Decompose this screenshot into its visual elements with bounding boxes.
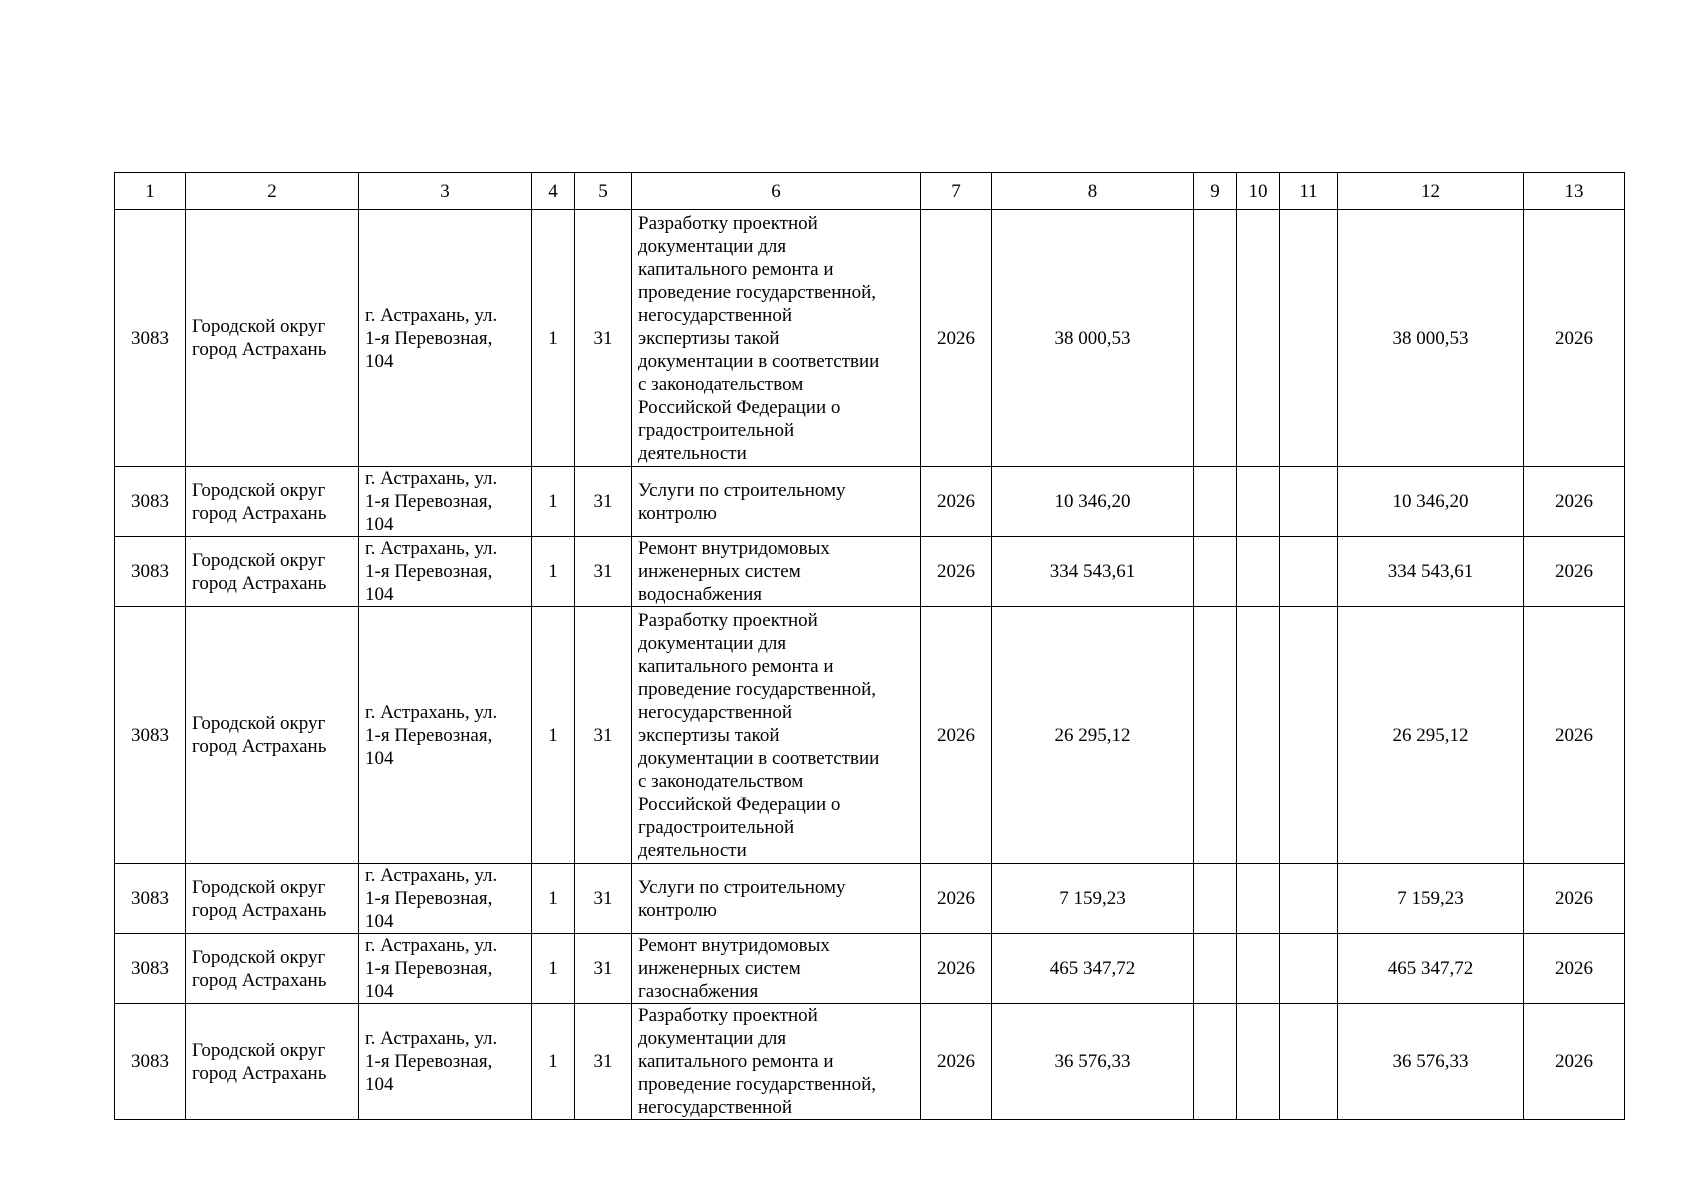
work-description-line: документации для xyxy=(638,1028,787,1049)
municipality-line: Городской округ xyxy=(192,713,326,734)
work-description-line: Ремонт внутридомовых xyxy=(638,538,830,559)
year-cell: 2026 xyxy=(921,210,992,467)
object-id-cell: 3083 xyxy=(115,210,186,467)
municipality-cell xyxy=(186,864,359,934)
object-id-cell: 3083 xyxy=(115,607,186,864)
table-row xyxy=(115,934,1625,1004)
work-description-line: негосударственной xyxy=(638,304,793,326)
work-description-line: Российской Федерации о xyxy=(638,396,841,418)
object-id-cell: 3083 xyxy=(115,537,186,607)
cost-total-cell: 38 000,53 xyxy=(992,210,1194,467)
object-id-cell: 3083 xyxy=(115,934,186,1004)
work-description-line: Российской Федерации о xyxy=(638,793,841,815)
col-10-value-cell xyxy=(1237,934,1280,1004)
address-line: 1-я Перевозная, xyxy=(365,724,493,746)
cost-fund-cell: 26 295,12 xyxy=(1338,607,1524,864)
year-cell: 2026 xyxy=(921,607,992,864)
col-5-value-cell: 31 xyxy=(575,607,632,864)
work-description-line: проведение государственной, xyxy=(638,281,876,303)
municipality-cell xyxy=(186,607,359,864)
address-cell xyxy=(359,1004,532,1120)
col-9-value-cell xyxy=(1194,864,1237,934)
municipality-cell xyxy=(186,210,359,467)
address-line: г. Астрахань, ул. xyxy=(365,865,498,886)
col-11-value-cell xyxy=(1280,934,1338,1004)
municipality-cell xyxy=(186,467,359,537)
address-line: 104 xyxy=(365,514,394,535)
completion-year-cell: 2026 xyxy=(1524,934,1625,1004)
cost-total-cell: 36 576,33 xyxy=(992,1004,1194,1120)
completion-year-cell: 2026 xyxy=(1524,864,1625,934)
table-row xyxy=(115,537,1625,607)
object-id-cell: 3083 xyxy=(115,864,186,934)
address-line: 1-я Перевозная, xyxy=(365,888,493,909)
header-cell: 10 xyxy=(1237,173,1280,210)
col-5-value-cell: 31 xyxy=(575,210,632,467)
cost-fund-cell: 36 576,33 xyxy=(1338,1004,1524,1120)
year-cell: 2026 xyxy=(921,1004,992,1120)
header-cell: 13 xyxy=(1524,173,1625,210)
work-description-line: негосударственной xyxy=(638,1097,793,1118)
completion-year-cell: 2026 xyxy=(1524,537,1625,607)
year-cell: 2026 xyxy=(921,864,992,934)
col-5-value-cell: 31 xyxy=(575,864,632,934)
address-line: 104 xyxy=(365,350,394,372)
col-5-value-cell: 31 xyxy=(575,1004,632,1120)
address-line: 104 xyxy=(365,981,394,1002)
header-row xyxy=(115,173,1625,210)
col-9-value-cell xyxy=(1194,607,1237,864)
municipality-line: город Астрахань xyxy=(192,339,327,360)
work-description-line: Разработку проектной xyxy=(638,609,818,631)
col-4-value-cell: 1 xyxy=(532,607,575,864)
cost-fund-cell: 334 543,61 xyxy=(1338,537,1524,607)
work-description-line: капитального ремонта и xyxy=(638,258,834,280)
address-line: 1-я Перевозная, xyxy=(365,958,493,979)
municipality-line: Городской округ xyxy=(192,876,326,898)
cost-fund-cell: 10 346,20 xyxy=(1338,467,1524,537)
col-4-value-cell: 1 xyxy=(532,934,575,1004)
address-line: г. Астрахань, ул. xyxy=(365,538,498,559)
col-9-value-cell xyxy=(1194,210,1237,467)
col-10-value-cell xyxy=(1237,210,1280,467)
work-description-line: с законодательством xyxy=(638,373,804,395)
address-cell xyxy=(359,537,532,607)
work-description-line: капитального ремонта и xyxy=(638,1051,834,1072)
completion-year-cell: 2026 xyxy=(1524,1004,1625,1120)
municipality-line: город Астрахань xyxy=(192,1062,327,1084)
header-cell: 1 xyxy=(115,173,186,210)
cost-fund-cell: 38 000,53 xyxy=(1338,210,1524,467)
header-cell: 8 xyxy=(992,173,1194,210)
address-line: 104 xyxy=(365,747,394,769)
object-id-cell: 3083 xyxy=(115,467,186,537)
col-9-value-cell xyxy=(1194,537,1237,607)
address-cell xyxy=(359,607,532,864)
work-description-line: негосударственной xyxy=(638,701,793,723)
work-description-line: проведение государственной, xyxy=(638,678,876,700)
table-row xyxy=(115,467,1625,537)
work-description-line: инженерных систем xyxy=(638,561,801,582)
work-description-line: Услуги по строительному xyxy=(638,479,846,501)
col-10-value-cell xyxy=(1237,537,1280,607)
municipality-line: Городской округ xyxy=(192,946,326,968)
col-5-value-cell: 31 xyxy=(575,467,632,537)
cost-total-cell: 26 295,12 xyxy=(992,607,1194,864)
municipality-line: Городской округ xyxy=(192,316,326,337)
completion-year-cell: 2026 xyxy=(1524,467,1625,537)
work-description-line: Ремонт внутридомовых xyxy=(638,935,830,956)
address-cell xyxy=(359,210,532,467)
work-description-line: деятельности xyxy=(638,442,747,464)
col-5-value-cell: 31 xyxy=(575,934,632,1004)
work-description-line: газоснабжения xyxy=(638,981,759,1002)
header-cell: 4 xyxy=(532,173,575,210)
col-10-value-cell xyxy=(1237,607,1280,864)
work-description-line: контролю xyxy=(638,899,717,921)
col-9-value-cell xyxy=(1194,1004,1237,1120)
address-cell xyxy=(359,467,532,537)
work-description-line: инженерных систем xyxy=(638,958,801,979)
col-10-value-cell xyxy=(1237,864,1280,934)
col-4-value-cell: 1 xyxy=(532,864,575,934)
address-line: г. Астрахань, ул. xyxy=(365,468,498,489)
header-cell: 6 xyxy=(632,173,921,210)
cost-total-cell: 334 543,61 xyxy=(992,537,1194,607)
col-4-value-cell: 1 xyxy=(532,537,575,607)
year-cell: 2026 xyxy=(921,537,992,607)
works-table xyxy=(114,172,1625,1120)
cost-total-cell: 10 346,20 xyxy=(992,467,1194,537)
municipality-cell xyxy=(186,1004,359,1120)
table-body xyxy=(115,173,1625,1120)
work-description-cell xyxy=(632,607,921,864)
municipality-line: город Астрахань xyxy=(192,736,327,757)
table-row xyxy=(115,864,1625,934)
work-description-line: Разработку проектной xyxy=(638,1005,818,1026)
work-description-line: градостроительной xyxy=(638,816,795,838)
address-line: 104 xyxy=(365,584,394,605)
col-11-value-cell xyxy=(1280,467,1338,537)
col-10-value-cell xyxy=(1237,1004,1280,1120)
header-cell: 12 xyxy=(1338,173,1524,210)
header-cell: 2 xyxy=(186,173,359,210)
address-cell xyxy=(359,864,532,934)
cost-total-cell: 465 347,72 xyxy=(992,934,1194,1004)
year-cell: 2026 xyxy=(921,934,992,1004)
completion-year-cell: 2026 xyxy=(1524,210,1625,467)
work-description-line: Услуги по строительному xyxy=(638,876,846,898)
work-description-line: проведение государственной, xyxy=(638,1074,876,1095)
address-line: 1-я Перевозная, xyxy=(365,327,493,349)
col-4-value-cell: 1 xyxy=(532,467,575,537)
completion-year-cell: 2026 xyxy=(1524,607,1625,864)
col-5-value-cell: 31 xyxy=(575,537,632,607)
municipality-cell xyxy=(186,934,359,1004)
work-description-line: документации в соответствии xyxy=(638,350,880,372)
cost-fund-cell: 465 347,72 xyxy=(1338,934,1524,1004)
work-description-line: с законодательством xyxy=(638,770,804,792)
header-cell: 7 xyxy=(921,173,992,210)
address-line: 104 xyxy=(365,911,394,932)
header-cell: 5 xyxy=(575,173,632,210)
address-line: 1-я Перевозная, xyxy=(365,561,493,582)
address-line: г. Астрахань, ул. xyxy=(365,1028,498,1049)
col-11-value-cell xyxy=(1280,864,1338,934)
object-id-cell: 3083 xyxy=(115,1004,186,1120)
work-description-line: экспертизы такой xyxy=(638,327,780,349)
municipality-cell xyxy=(186,537,359,607)
municipality-line: город Астрахань xyxy=(192,899,327,921)
col-11-value-cell xyxy=(1280,210,1338,467)
municipality-line: город Астрахань xyxy=(192,572,327,594)
table-row xyxy=(115,1004,1625,1120)
municipality-line: Городской округ xyxy=(192,549,326,571)
work-description-cell xyxy=(632,864,921,934)
work-description-line: контролю xyxy=(638,502,717,524)
work-description-cell xyxy=(632,467,921,537)
col-10-value-cell xyxy=(1237,467,1280,537)
municipality-line: Городской округ xyxy=(192,1039,326,1061)
col-4-value-cell: 1 xyxy=(532,210,575,467)
address-line: г. Астрахань, ул. xyxy=(365,701,498,723)
col-9-value-cell xyxy=(1194,934,1237,1004)
work-description-cell xyxy=(632,537,921,607)
address-line: 1-я Перевозная, xyxy=(365,1051,493,1072)
header-cell: 11 xyxy=(1280,173,1338,210)
work-description-cell xyxy=(632,210,921,467)
cost-total-cell: 7 159,23 xyxy=(992,864,1194,934)
header-cell: 9 xyxy=(1194,173,1237,210)
col-9-value-cell xyxy=(1194,467,1237,537)
address-line: 104 xyxy=(365,1074,394,1095)
municipality-line: город Астрахань xyxy=(192,502,327,524)
header-cell: 3 xyxy=(359,173,532,210)
work-description-line: документации в соответствии xyxy=(638,747,880,769)
col-4-value-cell: 1 xyxy=(532,1004,575,1120)
work-description-line: деятельности xyxy=(638,839,747,861)
col-11-value-cell xyxy=(1280,537,1338,607)
municipality-line: город Астрахань xyxy=(192,969,327,991)
col-11-value-cell xyxy=(1280,1004,1338,1120)
address-cell xyxy=(359,934,532,1004)
work-description-line: Разработку проектной xyxy=(638,212,818,234)
address-line: 1-я Перевозная, xyxy=(365,491,493,512)
year-cell: 2026 xyxy=(921,467,992,537)
cost-fund-cell: 7 159,23 xyxy=(1338,864,1524,934)
address-line: г. Астрахань, ул. xyxy=(365,935,498,956)
table-row xyxy=(115,607,1625,864)
municipality-line: Городской округ xyxy=(192,479,326,501)
work-description-line: документации для xyxy=(638,235,787,257)
work-description-line: документации для xyxy=(638,632,787,654)
address-line: г. Астрахань, ул. xyxy=(365,304,498,326)
work-description-line: градостроительной xyxy=(638,419,795,441)
work-description-line: экспертизы такой xyxy=(638,724,780,746)
work-description-line: капитального ремонта и xyxy=(638,655,834,677)
table-row xyxy=(115,210,1625,467)
work-description-cell xyxy=(632,934,921,1004)
work-description-cell xyxy=(632,1004,921,1120)
col-11-value-cell xyxy=(1280,607,1338,864)
work-description-line: водоснабжения xyxy=(638,584,763,605)
